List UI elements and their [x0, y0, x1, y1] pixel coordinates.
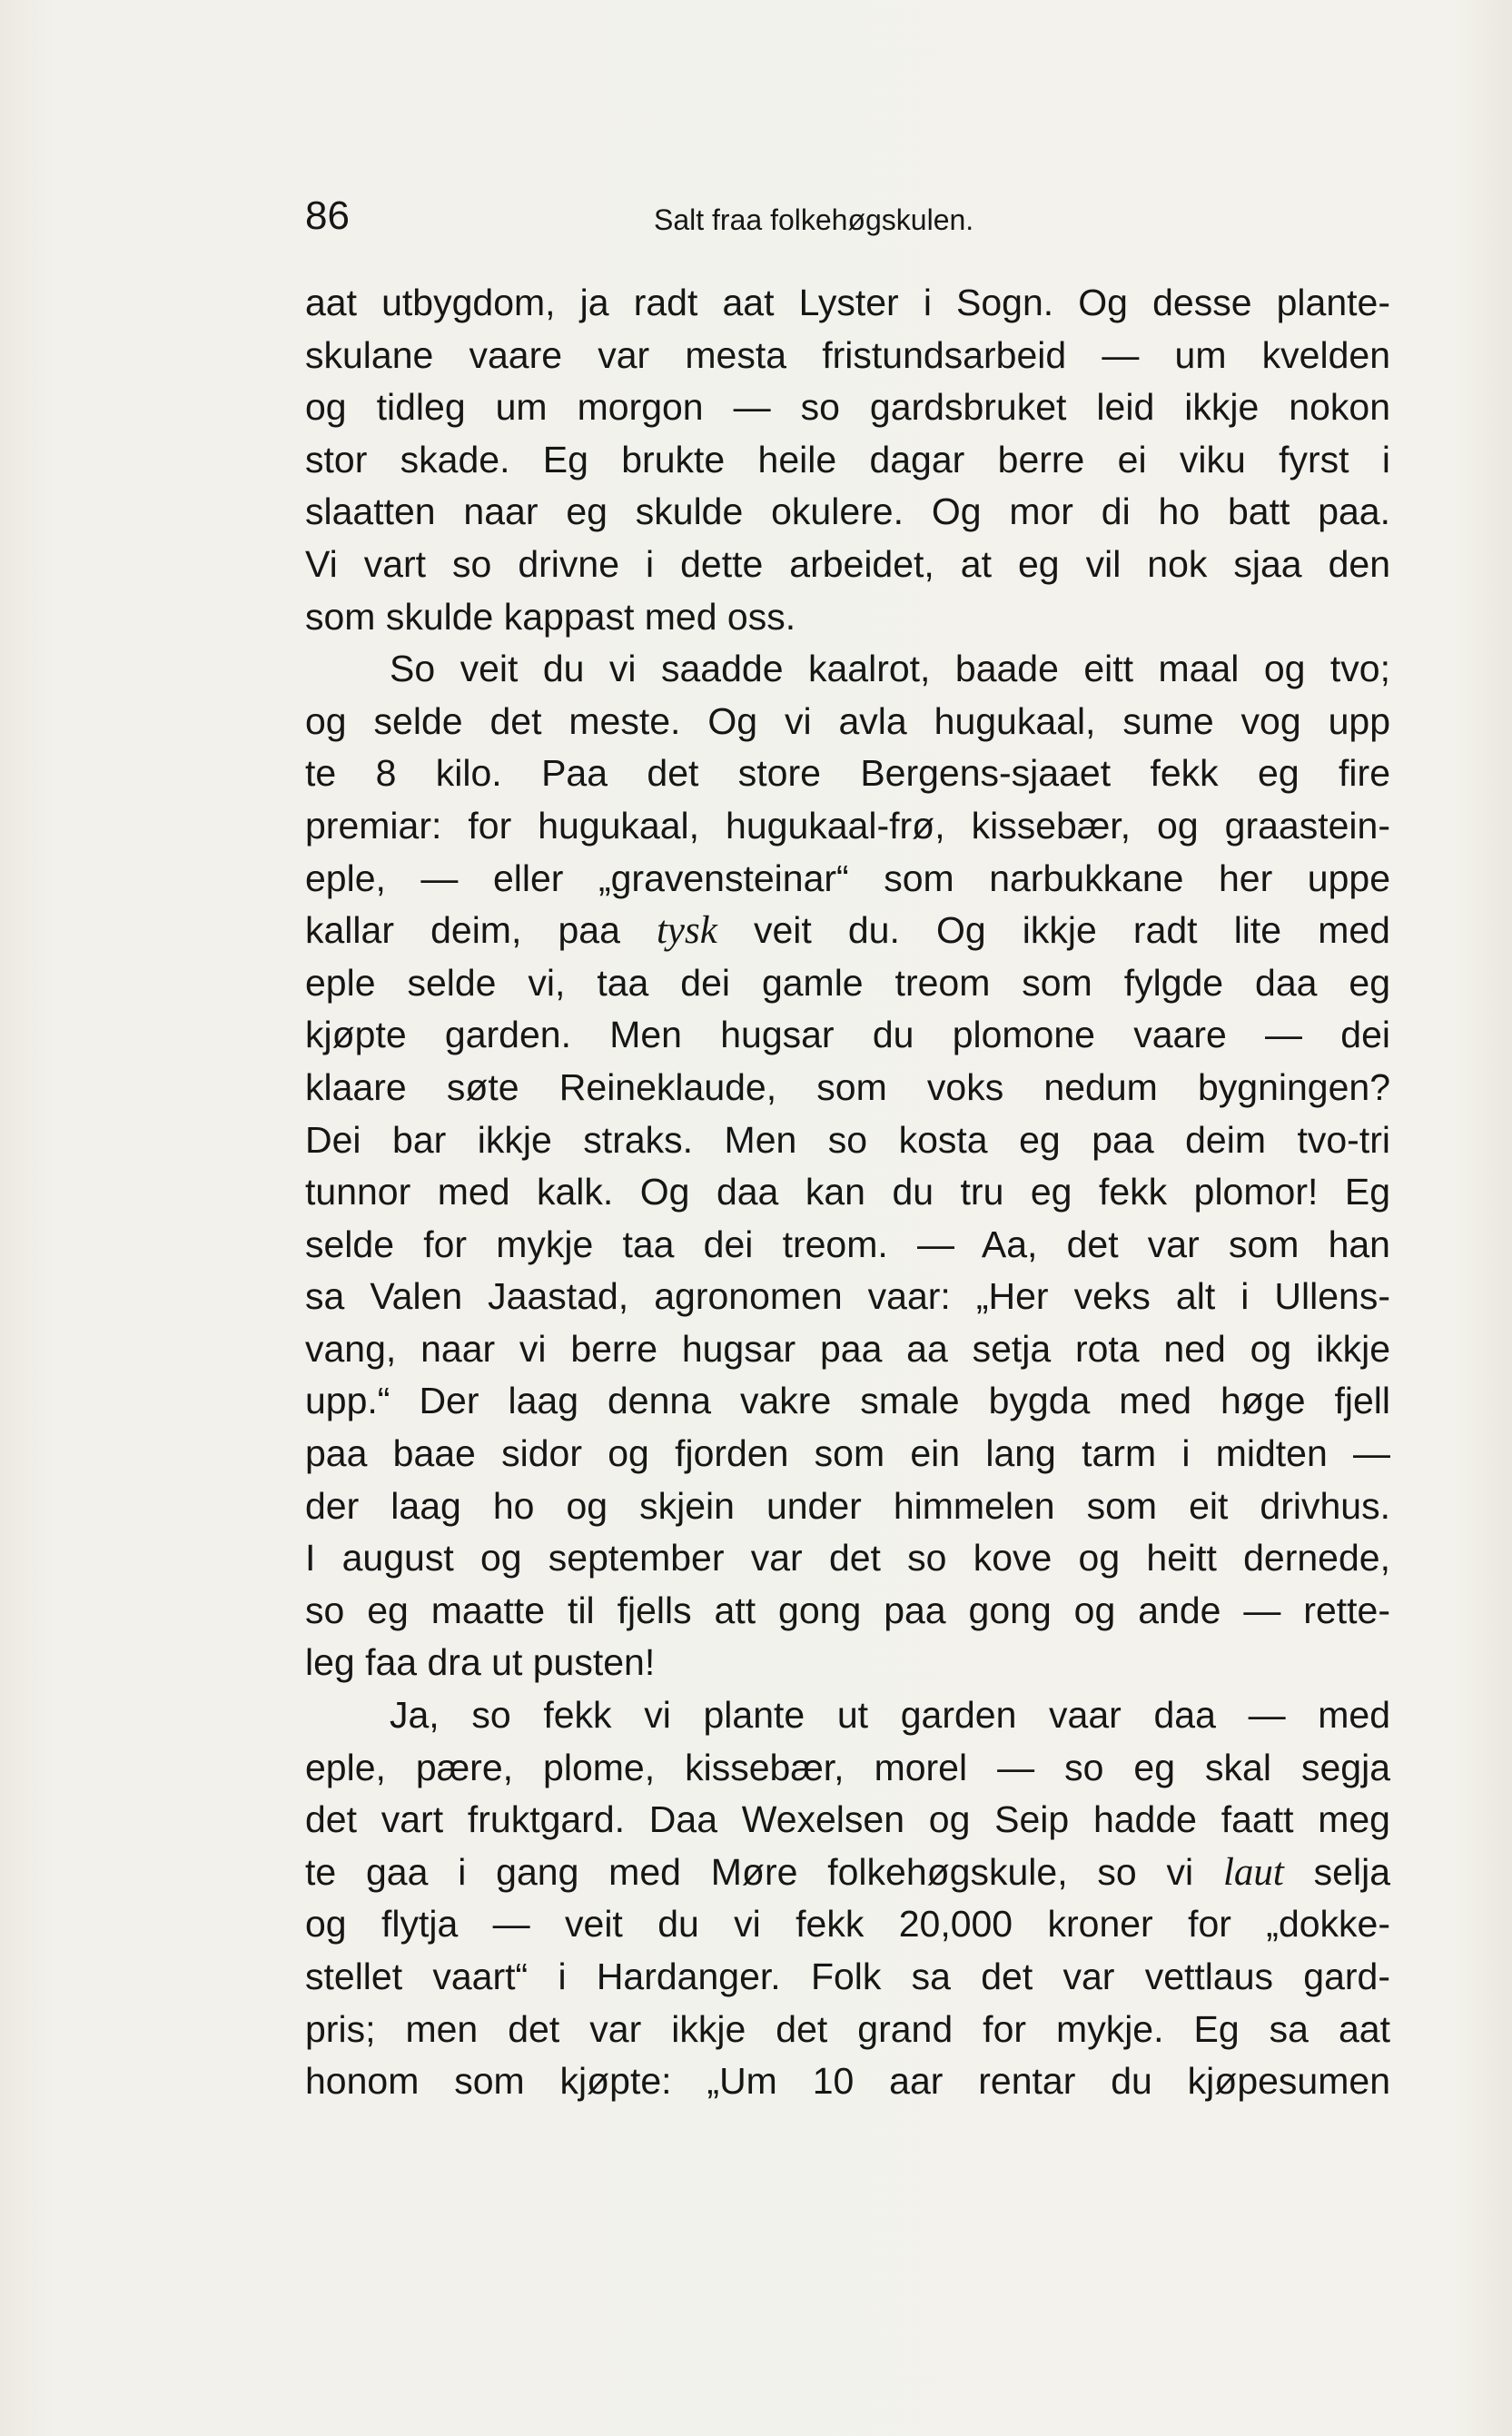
running-title: Salt fraa folkehøgskulen.: [654, 203, 974, 236]
text-line: Ja, so fekk vi plante ut garden vaar daa — med: [390, 1694, 1390, 1737]
text-line: og tidleg um morgon — so gardsbruket leid ikkje nokon: [305, 386, 1390, 429]
text-line: selde for mykje taa dei treom. — Aa, det var som han: [305, 1223, 1390, 1265]
text-line: So veit du vi saadde kaalrot, baade eitt maal og tvo;: [390, 648, 1390, 690]
text-line: tunnor med kalk. Og daa kan du tru eg fekk plomor! Eg: [305, 1171, 1390, 1213]
text-line: der laag ho og skjein under himmelen som eit drivhus.: [305, 1484, 1390, 1527]
text-line: det vart fruktgard. Daa Wexelsen og Seip hadde faatt meg: [305, 1798, 1390, 1841]
text-line: honom som kjøpte: „Um 10 aar rentar du kjøpesumen: [305, 2060, 1390, 2103]
text-line: klaare søte Reineklaude, som voks nedum bygningen?: [305, 1065, 1390, 1108]
text-line: paa baae sidor og fjorden som ein lang tarm i midten —: [305, 1432, 1390, 1475]
text-line: og selde det meste. Og vi avla hugukaal, sume vog upp: [305, 699, 1390, 742]
body-text: [305, 277, 1390, 2108]
text-line: eple selde vi, taa dei gamle treom som fylgde daa eg: [305, 961, 1390, 1004]
text-line: stor skade. Eg brukte heile dagar berre ei viku fyrst i: [305, 438, 1390, 480]
text-line: slaatten naar eg skulde okulere. Og mor di ho batt paa.: [305, 490, 1390, 533]
italic-word: laut: [1222, 1850, 1284, 1894]
page-number: 86: [305, 193, 350, 238]
text-line: og flytja — veit du vi fekk 20,000 kroner for „dokke-: [305, 1903, 1390, 1946]
text-line: te 8 kilo. Paa det store Bergens-sjaaet fekk eg fire: [305, 752, 1390, 795]
text-line: leg faa dra ut pusten!: [305, 1641, 656, 1684]
running-head: [305, 189, 1395, 253]
text-line: I august og september var det so kove og heitt dernede,: [305, 1537, 1390, 1579]
text-line: pris; men det var ikkje det grand for mykje. Eg sa aat: [305, 2007, 1390, 2050]
text-line: stellet vaart“ i Hardanger. Folk sa det var vettlaus gard-: [305, 1956, 1390, 1997]
text-line: kjøpte garden. Men hugsar du plomone vaare — dei: [305, 1014, 1390, 1056]
text-line: Vi vart so drivne i dette arbeidet, at eg vil nok sjaa den: [305, 542, 1390, 585]
text-line: Dei bar ikkje straks. Men so kosta eg paa deim tvo-tri: [305, 1118, 1390, 1161]
text-line: som skulde kappast med oss.: [305, 595, 796, 638]
italic-word: tysk: [656, 909, 717, 953]
text-line: te gaa i gang med Møre folkehøgskule, so vi laut selja: [305, 1850, 1390, 1894]
text-line: premiar: for hugukaal, hugukaal-frø, kissebær, og graastein-: [305, 804, 1390, 847]
text-line: upp.“ Der laag denna vakre smale bygda med høge fjell: [305, 1380, 1390, 1422]
text-line: eple, — eller „gravensteinar“ som narbukkane her uppe: [305, 857, 1390, 899]
text-line: vang, naar vi berre hugsar paa aa setja rota ned og ikkje: [305, 1327, 1390, 1370]
text-line: skulane vaare var mesta fristundsarbeid — um kvelden: [305, 333, 1390, 376]
text-line: sa Valen Jaastad, agronomen vaar: „Her veks alt i Ullens-: [305, 1275, 1390, 1318]
text-line: aat utbygdom, ja radt aat Lyster i Sogn. Og desse plante-: [305, 282, 1390, 323]
text-line: kallar deim, paa tysk veit du. Og ikkje radt lite med: [305, 909, 1390, 953]
text-line: eple, pære, plome, kissebær, morel — so eg skal segja: [305, 1746, 1390, 1788]
text-line: so eg maatte til fjells att gong paa gong og ande — rette-: [305, 1589, 1390, 1631]
